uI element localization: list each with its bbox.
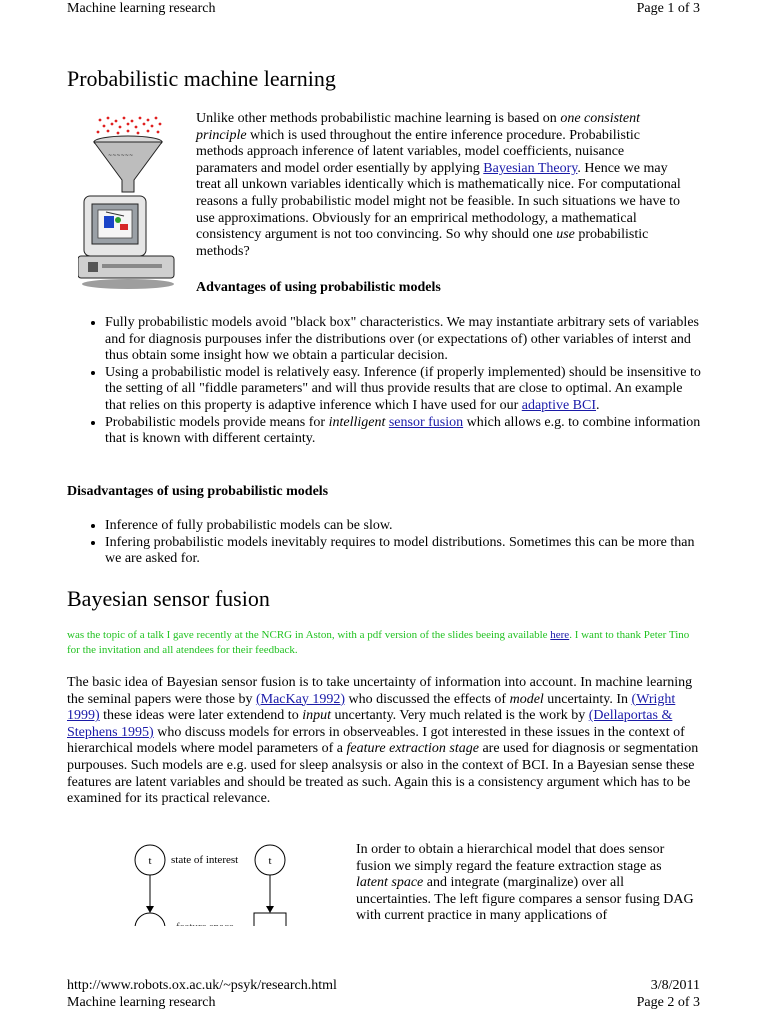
advantages-heading: Advantages of using probabilistic models bbox=[196, 280, 441, 295]
dellaportas-stephens-1995-link[interactable]: (Dellaportas & Stephens 1995) bbox=[67, 708, 673, 740]
advantages-list bbox=[67, 315, 701, 448]
next-page-title: Machine learning research bbox=[67, 995, 216, 1010]
dag-diagram bbox=[120, 838, 320, 933]
dag-node-feature-left bbox=[135, 913, 165, 926]
arrow-down-icon bbox=[146, 906, 154, 913]
page-footer bbox=[67, 977, 700, 994]
wright-1999-link[interactable]: (Wright 1999) bbox=[67, 691, 676, 724]
section-title-probabilistic: Probabilistic machine learning bbox=[67, 66, 336, 91]
data-dots-icon bbox=[97, 117, 162, 135]
next-page-header bbox=[67, 994, 700, 1011]
slides-here-link[interactable]: here bbox=[550, 629, 570, 641]
disadvantages-heading: Disadvantages of using probabilistic models bbox=[67, 484, 329, 499]
footer-url: http://www.robots.ox.ac.uk/~psyk/research.html bbox=[67, 978, 337, 993]
list-item: • Using a probabilistic model is relatively easy. Inference (if properly implemented) should be insensitive to the setting of all "fiddle parameters" and will thus provide results that are close to optimal. An example that relies on this property is adaptive inference which I have used for our adaptive BCI. bbox=[105, 365, 701, 415]
talk-note: was the topic of a talk I gave recently at the NCRG in Aston, with a pdf version of the slides beeing available here. I want to thank Peter Tino for the invitation and all atendees for their feedback. bbox=[67, 629, 690, 656]
section-title-bayesian-sensor-fusion: Bayesian sensor fusion bbox=[67, 586, 270, 611]
page-header bbox=[67, 0, 700, 20]
computer-icon bbox=[78, 196, 174, 289]
dag-state-label: state of interest bbox=[171, 854, 239, 866]
mackay-1992-link[interactable]: (MacKay 1992) bbox=[255, 691, 345, 707]
dag-node-feature-right bbox=[254, 913, 286, 926]
next-page-number: Page 2 of 3 bbox=[636, 995, 700, 1010]
header-page-number: Page 1 of 3 bbox=[636, 1, 700, 16]
footer-date: 3/8/2011 bbox=[650, 978, 700, 993]
side-paragraph: In order to obtain a hierarchical model that does sensor fusion we simply regard the feature extraction stage as latent space and integrate (marginalize) over all uncertainties. The left figure compares a sensor fusing DAG with current practice in many applications of bbox=[356, 842, 694, 924]
svg-text:~~~~~~: ~~~~~~ bbox=[108, 153, 134, 159]
list-item: • Inference of fully probabilistic models can be slow. bbox=[105, 518, 701, 535]
sensor-fusion-paragraph: The basic idea of Bayesian sensor fusion is to take uncertainty of information into account. In machine learning the seminal papers were those by (MacKay 1992) who discussed the effects of model uncertainty. In (Wright 1999) these ideas were later extendend to input uncertanty. Very much related is the work by (Dellaportas & Stephens 1995) who discuss models for errors in observeables. I got interested in these issues in the context of hierarchical models where model parameters of a feature extraction stage are used for diagnosis or segmentation purpouses. Such models are e.g. used for sleep analsysis or also in the context of BCI. In a Bayesian sense these features are latent variables and should be treated as such. Again this is a consistency argument which has to be examined for its practical relevance. bbox=[67, 675, 699, 807]
funnel-computer-illustration bbox=[78, 112, 178, 292]
adaptive-bci-link[interactable]: adaptive BCI bbox=[521, 397, 597, 413]
list-item: • Fully probabilistic models avoid "black box" characteristics. We may instantiate arbitrary sets of variables and for diagnosis purpouses infer the distributions over (or expectations of) other variables of interst and thus obtain some insight how we obtain a particular decision. bbox=[105, 315, 701, 365]
funnel-icon bbox=[94, 136, 162, 192]
sensor-fusion-link[interactable]: sensor fusion bbox=[388, 414, 464, 430]
dag-node-left-label: t bbox=[148, 855, 152, 867]
arrow-down-icon bbox=[266, 906, 274, 913]
list-item: • Infering probabilistic models inevitably requires to model distributions. Sometimes this can be more than we are asked for. bbox=[105, 535, 701, 568]
disadvantages-list bbox=[67, 518, 701, 568]
bayesian-theory-link[interactable]: Bayesian Theory bbox=[483, 160, 578, 176]
intro-paragraph: Unlike other methods probabilistic machine learning is based on one consistent principle which is used throughout the entire inference procedure. Probabilistic methods approach inference of latent variables, model coefficients, nuisance paramaters and model order esentially by applying Bayesian Theory. Hence we may treat all unkown variables identically which is mathematically nice. For computational reasons a fully probabilistic model might not be feasible. In such situations we have to use approximations. Obviously for an emprirical methodology, a mathematical consistency argument is not too convincing. So why should one use probabilistic methods? bbox=[196, 111, 681, 259]
list-item: • Probabilistic models provide means for intelligent sensor fusion which allows e.g. to combine information that is known with different certainty. bbox=[105, 415, 701, 448]
header-title: Machine learning research bbox=[67, 1, 216, 16]
dag-node-right-label: t bbox=[268, 855, 272, 867]
dag-feature-label: feature space bbox=[176, 921, 234, 933]
